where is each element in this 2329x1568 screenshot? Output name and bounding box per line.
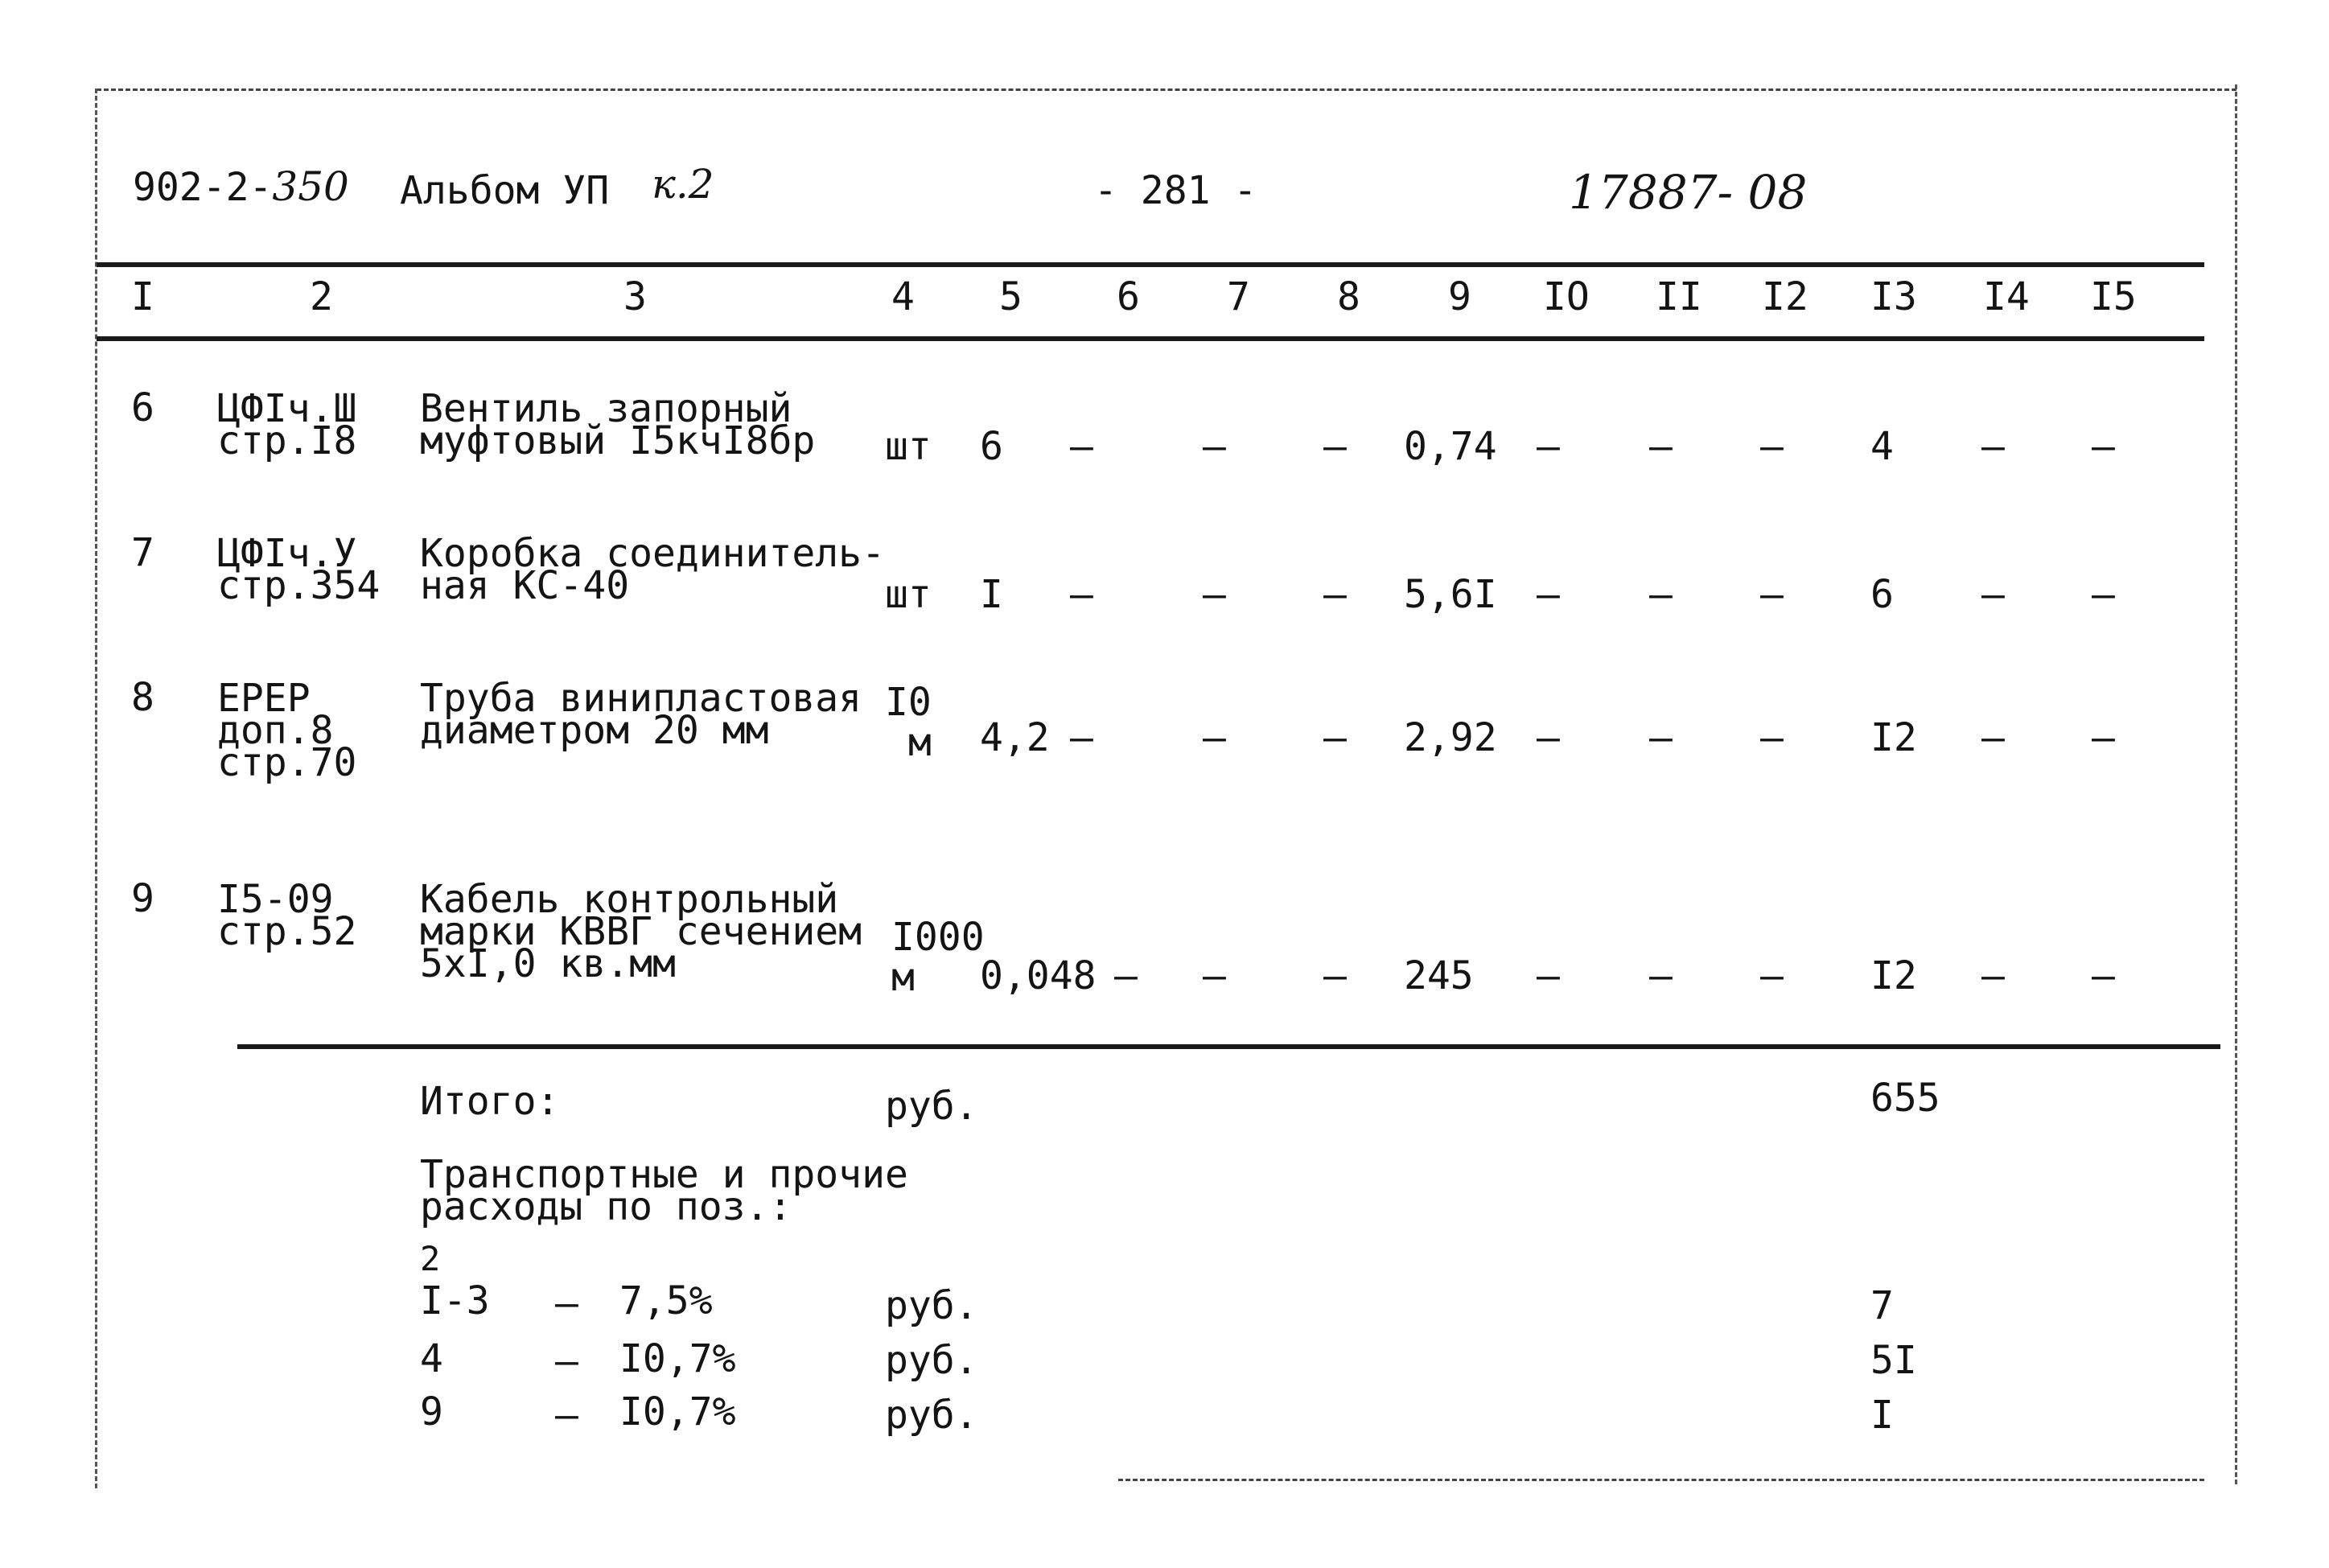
row-c7: – <box>1203 953 1226 998</box>
album-handwritten: к.2 <box>652 161 714 208</box>
row-c9: 245 <box>1404 953 1474 998</box>
transport-item-dash: – <box>555 1393 578 1438</box>
row-c10: – <box>1537 572 1560 617</box>
row-c6: – <box>1114 953 1138 998</box>
row-c6: – <box>1070 715 1093 760</box>
row-c15: – <box>2092 424 2115 469</box>
transport-item-unit: руб. <box>885 1393 978 1438</box>
col-header: I <box>131 274 154 319</box>
total-value: 655 <box>1870 1076 1940 1121</box>
row-c7: – <box>1203 424 1226 469</box>
row-unit: I0 м <box>885 680 932 765</box>
col-header: 8 <box>1337 274 1360 319</box>
row-c11: – <box>1649 572 1673 617</box>
row-c14: – <box>1981 715 2005 760</box>
top-border <box>97 88 2236 91</box>
col-header: 7 <box>1227 274 1250 319</box>
transport-item-value: 5I <box>1870 1338 1917 1383</box>
row-c13: I2 <box>1870 715 1917 760</box>
col-header: I3 <box>1870 274 1917 319</box>
row-c6: – <box>1070 572 1093 617</box>
row-c15: – <box>2092 715 2115 760</box>
col-header: 6 <box>1117 274 1140 319</box>
row-c15: – <box>2092 953 2115 998</box>
row-c13: I2 <box>1870 953 1917 998</box>
row-c14: – <box>1981 953 2005 998</box>
row-name: Коробка соединитель- ная КС-40 <box>420 531 885 608</box>
bottom-border <box>1118 1479 2204 1481</box>
transport-item-value: I <box>1870 1393 1894 1438</box>
row-qty: I <box>980 572 1003 617</box>
col-header: 5 <box>999 274 1023 319</box>
row-pos: 9 <box>131 876 154 921</box>
row-qty: 6 <box>980 424 1003 469</box>
total-unit: руб. <box>885 1084 978 1129</box>
code-handwritten: 350 <box>272 163 349 210</box>
transport-item-pos: I-3 <box>420 1278 490 1323</box>
header-bottom-rule <box>97 336 2204 341</box>
code-prefix: 902-2- <box>133 165 273 210</box>
row-c9: 5,6I <box>1404 572 1497 617</box>
page-number: - 281 - <box>1094 168 1257 213</box>
row-c9: 0,74 <box>1404 424 1497 469</box>
transport-item-pos: 9 <box>420 1389 443 1434</box>
row-unit: I000 м <box>891 915 985 1000</box>
row-c14: – <box>1981 572 2005 617</box>
transport-item-unit: руб. <box>885 1283 978 1328</box>
row-c10: – <box>1537 424 1560 469</box>
row-c13: 4 <box>1870 424 1894 469</box>
row-c8: – <box>1323 424 1347 469</box>
transport-item-unit: руб. <box>885 1338 978 1383</box>
left-border <box>95 88 97 1488</box>
col-header: I5 <box>2090 274 2137 319</box>
row-qty: 4,2 <box>980 715 1050 760</box>
totals-rule <box>237 1044 2220 1049</box>
col-header: 4 <box>891 274 915 319</box>
row-ref: ЕРЕР доп.8 стр.70 <box>217 676 357 785</box>
col-header: I2 <box>1762 274 1808 319</box>
row-unit: шт <box>885 572 932 617</box>
col-header: 3 <box>623 274 647 319</box>
row-c8: – <box>1323 572 1347 617</box>
document-number-handwritten: 17887- 08 <box>1569 165 1808 220</box>
row-name: Вентиль запорный муфтовый I5кчI8бр <box>420 386 816 463</box>
col-header: 9 <box>1448 274 1471 319</box>
document-code <box>133 165 349 209</box>
row-c12: – <box>1760 715 1784 760</box>
row-c9: 2,92 <box>1404 715 1497 760</box>
row-c11: – <box>1649 715 1673 760</box>
transport-item-pos: 4 <box>420 1336 443 1381</box>
transport-item-pct: I0,7% <box>619 1336 736 1381</box>
right-border <box>2235 84 2237 1484</box>
row-c12: – <box>1760 424 1784 469</box>
col-header: I4 <box>1983 274 2030 319</box>
row-unit: шт <box>885 424 932 469</box>
col-header: IO <box>1543 274 1590 319</box>
row-c13: 6 <box>1870 572 1894 617</box>
transport-superscript: 2 <box>420 1239 441 1278</box>
row-c7: – <box>1203 715 1226 760</box>
row-c6: – <box>1070 424 1093 469</box>
col-header: 2 <box>310 274 333 319</box>
row-c15: – <box>2092 572 2115 617</box>
total-label: Итого: <box>420 1079 560 1124</box>
row-c12: – <box>1760 953 1784 998</box>
row-pos: 6 <box>131 385 154 430</box>
row-c11: – <box>1649 424 1673 469</box>
col-header: II <box>1656 274 1702 319</box>
row-pos: 8 <box>131 675 154 720</box>
transport-item-pct: I0,7% <box>619 1389 736 1434</box>
transport-item-pct: 7,5% <box>619 1278 713 1323</box>
row-c10: – <box>1537 715 1560 760</box>
row-ref: ЦФIч.Ш стр.I8 <box>217 386 357 463</box>
row-ref: I5-09 стр.52 <box>217 877 357 954</box>
transport-item-dash: – <box>555 1281 578 1326</box>
row-c12: – <box>1760 572 1784 617</box>
row-name: Кабель контрольный марки КВВГ сечением 5хI,0 кв.мм <box>420 877 862 986</box>
row-c7: – <box>1203 572 1226 617</box>
transport-item-dash: – <box>555 1339 578 1384</box>
row-c8: – <box>1323 715 1347 760</box>
row-name: Труба винипластовая диаметром 20 мм <box>420 676 862 753</box>
row-qty: 0,048 <box>980 953 1097 998</box>
header-top-rule <box>97 262 2204 267</box>
row-ref: ЦФIч.У стр.354 <box>217 531 381 608</box>
row-pos: 7 <box>131 530 154 575</box>
transport-label: Транспортные и прочие расходы по поз.: <box>420 1152 908 1229</box>
row-c8: – <box>1323 953 1347 998</box>
row-c14: – <box>1981 424 2005 469</box>
row-c11: – <box>1649 953 1673 998</box>
transport-item-value: 7 <box>1870 1283 1894 1328</box>
album-label: Альбом УП <box>400 168 610 213</box>
row-c10: – <box>1537 953 1560 998</box>
